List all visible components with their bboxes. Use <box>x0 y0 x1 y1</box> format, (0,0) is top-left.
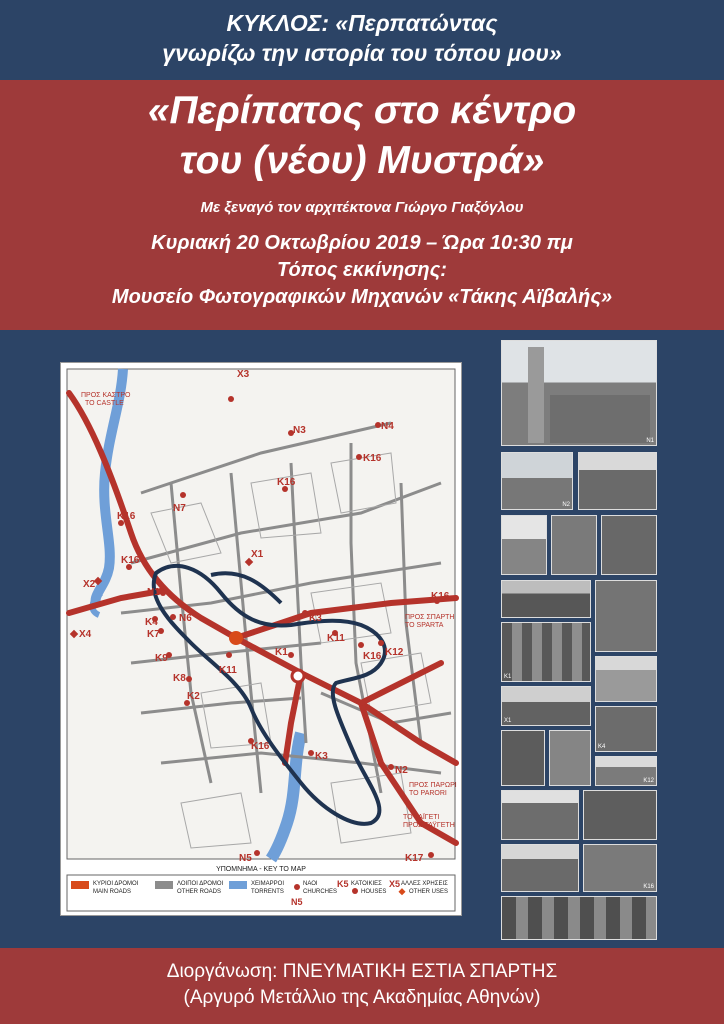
legend-other-roads-swatch <box>155 881 173 889</box>
map-label-k4: K4 <box>145 617 158 628</box>
event-title-line1: «Περίπατος στο κέντρο <box>147 89 577 132</box>
organizer-line2: (Αργυρό Μετάλλιο της Ακαδημίας Αθηνών) <box>183 987 541 1008</box>
legend-house-icon <box>352 888 358 894</box>
map-label-k1: K1 <box>275 647 288 658</box>
legend-houses-en: HOUSES <box>361 889 387 895</box>
event-title-line2: του (νέου) Μυστρά» <box>179 139 545 182</box>
legend-title: ΥΠΟΜΝΗΜΑ - KEY TO MAP <box>216 866 306 873</box>
photo-two-storey-k4 <box>595 706 657 752</box>
map-label-k16f: K16 <box>363 651 382 662</box>
photo-house-k12 <box>595 756 657 786</box>
map-label-k11a: K11 <box>327 633 345 644</box>
legend-main-roads-en: MAIN ROADS <box>93 889 132 895</box>
event-title-band <box>0 80 724 330</box>
map-label-k2: K2 <box>187 691 200 702</box>
map-label-k3a: K3 <box>309 613 322 624</box>
start-marker <box>292 670 304 682</box>
photo-arcade-wide <box>501 896 657 940</box>
legend-churches-en: CHURCHES <box>303 889 338 895</box>
map-label-n3: N3 <box>293 425 306 436</box>
start-label: Τόπος εκκίνησης: <box>277 259 447 281</box>
photo-tall-house <box>595 580 657 652</box>
photo-label-k12: K12 <box>643 778 654 784</box>
map-label-to-parori-en: TO PARORI <box>409 790 447 797</box>
photo-courtyard <box>549 730 591 786</box>
photo-mansion <box>501 790 579 840</box>
photo-arch-gate <box>583 790 657 840</box>
map-label-k9: K9 <box>155 653 168 664</box>
map-label-to-parori-gr: ΠΡΟΣ ΠΑΡΩΡΙ <box>409 782 457 789</box>
photo-church-bell-tower <box>501 340 657 446</box>
photo-arcade-k1 <box>501 622 591 682</box>
start-place: Μουσείο Φωτογραφικών Μηχανών «Τάκης Αϊβαλής» <box>111 286 613 308</box>
photo-label-n2: N2 <box>562 502 570 508</box>
map-label-x4: X4 <box>79 629 92 640</box>
photo-collage <box>501 340 657 940</box>
legend-churches-gr: ΝΑΟΙ <box>303 881 318 887</box>
map-label-x3: X3 <box>237 369 250 380</box>
photo-old-house <box>501 844 579 892</box>
map-label-to-sparta-en: TO SPARTA <box>405 622 444 629</box>
map-label-k16g: K16 <box>251 741 270 752</box>
legend-torrents-gr: ΧΕΙΜΑΡΡΟΙ <box>251 881 285 887</box>
map-label-n2: N2 <box>395 765 408 776</box>
legend-other-en: OTHER USES <box>409 889 449 895</box>
guide-text: Με ξεναγό τον αρχιτέκτονα Γιώργο Γιαξόγλου <box>200 199 524 216</box>
map-label-n6: N6 <box>179 613 192 624</box>
photo-label-x1: X1 <box>504 718 512 724</box>
photo-stone-wall <box>551 515 597 575</box>
photo-houses-x1 <box>501 686 591 726</box>
photo-house-k16 <box>583 844 657 892</box>
map-label-n4: N4 <box>381 421 394 432</box>
legend-other-roads-gr: ΛΟΙΠΟΙ ΔΡΟΜΟΙ <box>177 881 224 887</box>
legend-main-roads-gr: ΚΥΡΙΟΙ ΔΡΟΜΟΙ <box>93 881 139 887</box>
organizer-footer <box>0 948 724 1024</box>
map-label-to-taygeti-gr: ΠΡΟΣ ΤΑΫΓΕΤΗ <box>403 822 455 829</box>
junction-marker <box>229 631 243 645</box>
photo-house-row <box>501 580 591 618</box>
legend-other-roads-en: OTHER ROADS <box>177 889 222 895</box>
town-map <box>60 362 462 916</box>
map-label-k16c: K16 <box>117 511 136 522</box>
map-label-k3b: K3 <box>315 751 328 762</box>
photo-white-house <box>595 656 657 702</box>
photo-arched-building <box>601 515 657 575</box>
map-label-k8: K8 <box>173 673 186 684</box>
map-label-k16b: K16 <box>277 477 296 488</box>
photo-church-n2 <box>501 452 573 510</box>
legend-torrents-en: TORRENTS <box>251 889 284 895</box>
map-label-k7: K7 <box>147 629 160 640</box>
map-label-x1: X1 <box>251 549 264 560</box>
map-drawing <box>61 363 461 915</box>
series-header <box>0 0 724 80</box>
legend-houses-gr: ΚΑΤΟΙΚΙΕΣ <box>351 881 382 887</box>
photo-label-n1: N1 <box>646 438 654 444</box>
photo-label-k4: K4 <box>598 744 606 750</box>
map-label-n1: N1 <box>147 587 160 598</box>
map-label-to-taygeti-en: ΤΟ ΤΑΪΓΕΤΙ <box>403 814 440 821</box>
legend-churches-code: N5 <box>291 897 303 907</box>
map-label-k12: K12 <box>385 647 404 658</box>
map-label-n7: N7 <box>173 503 186 514</box>
map-label-k16e: K16 <box>431 591 450 602</box>
map-label-x2: X2 <box>83 579 96 590</box>
legend-other-code: X5 <box>389 879 401 889</box>
legend-church-icon <box>294 884 300 890</box>
photo-chapel <box>578 452 657 510</box>
photo-label-k16: K16 <box>643 884 654 890</box>
organizer-line1: Διοργάνωση: ΠΝΕΥΜΑΤΙΚΗ ΕΣΤΙΑ ΣΠΑΡΤΗΣ <box>166 961 558 982</box>
series-title-line1: ΚΥΚΛΟΣ: «Περπατώντας <box>226 10 498 36</box>
legend-other-icon <box>398 888 405 895</box>
series-title-line2: γνωρίζω την ιστορία του τόπου μου» <box>162 40 562 66</box>
event-date: Κυριακή 20 Οκτωβρίου 2019 – Ώρα 10:30 πμ <box>151 232 573 254</box>
legend-other-gr: ΑΛΛΕΣ ΧΡΗΣΕΙΣ <box>401 881 448 887</box>
map-label-k11b: K11 <box>219 665 237 676</box>
map-label-n5: N5 <box>239 853 252 864</box>
map-label-to-castle-gr: ΠΡΟΣ ΚΑΣΤΡΟ <box>81 392 131 399</box>
map-label-k16a: K16 <box>363 453 382 464</box>
map-label-k17: K17 <box>405 853 424 864</box>
photo-label-k1: K1 <box>504 674 512 680</box>
map-label-to-sparti-gr: ΠΡΟΣ ΣΠΑΡΤΗ <box>405 614 455 621</box>
map-label-to-castle-en: TO CASTLE <box>85 400 124 407</box>
legend-main-roads-swatch <box>71 881 89 889</box>
legend-torrents-swatch <box>229 881 247 889</box>
legend-houses-code: K5 <box>337 879 349 889</box>
photo-small-church <box>501 515 547 575</box>
map-label-k16d: K16 <box>121 555 140 566</box>
photo-narrow-street <box>501 730 545 786</box>
